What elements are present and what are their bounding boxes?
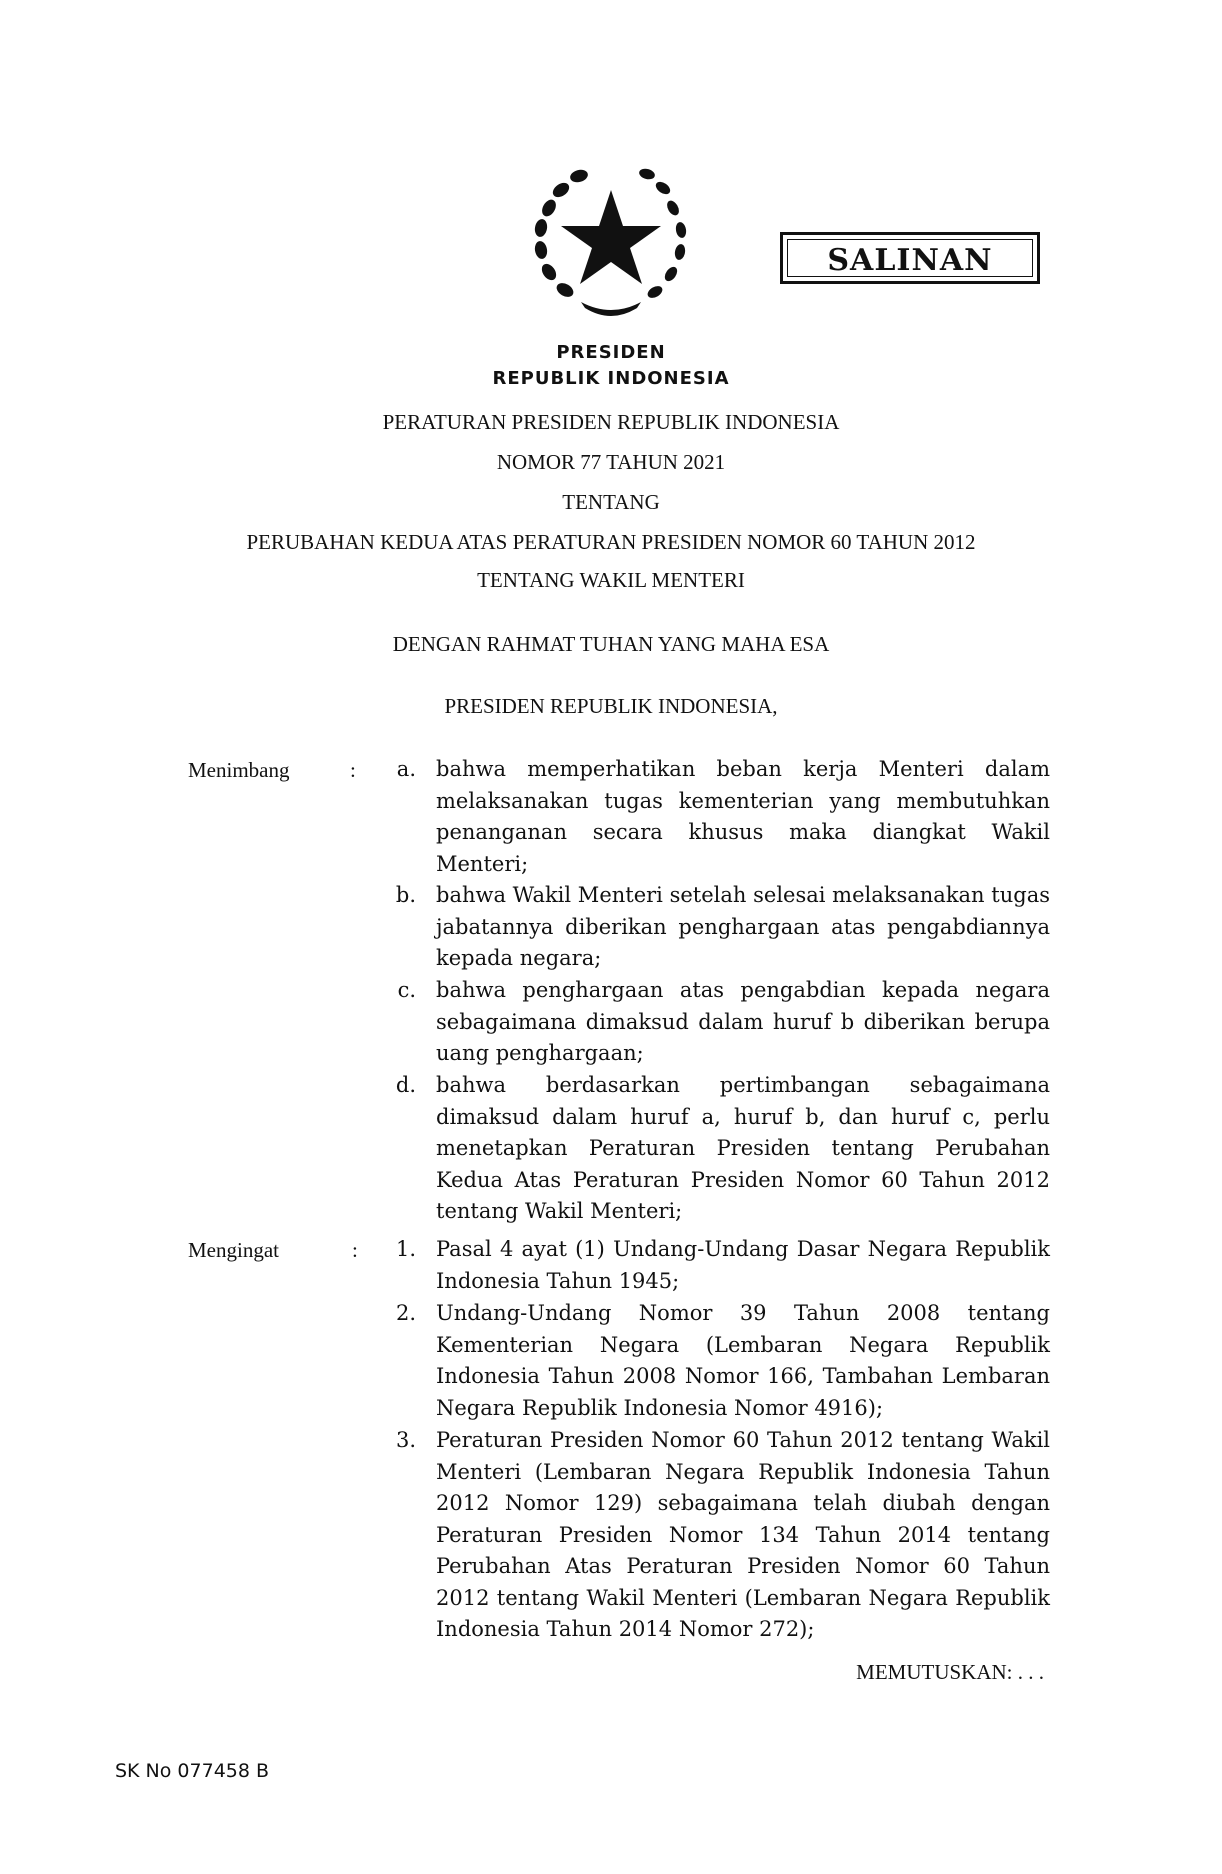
mengingat-label: Mengingat (188, 1238, 279, 1262)
item-text: bahwa penghargaan atas pengabdian kepada negara sebagaimana dimaksud dalam huruf b diberikan berupa uang penghargaan; (436, 978, 1050, 1065)
salinan-label: SALINAN (827, 243, 993, 278)
preamble-line-1: DENGAN RAHMAT TUHAN YANG MAHA ESA (392, 632, 830, 656)
item-marker: a. (396, 757, 416, 781)
sk-number: SK No 077458 B (115, 1760, 270, 1782)
header-presiden: PRESIDEN (556, 342, 666, 363)
title-line-1: PERATURAN PRESIDEN REPUBLIK INDONESIA (382, 410, 840, 434)
item-text: bahwa berdasarkan pertimbangan sebagaimana dimaksud dalam huruf a, huruf b, dan huruf c, perlu menetapkan Peraturan Presiden tentang Perubahan Kedua Atas Peraturan Presiden Nomor 60 Tahun 2012 tentang Wakil Menteri; (436, 1073, 1050, 1223)
menimbang-item-a (380, 754, 1050, 880)
item-text: bahwa memperhatikan beban kerja Menteri dalam melaksanakan tugas kementerian yang membutuhkan penanganan secara khusus maka diangkat Wakil Menteri; (436, 757, 1050, 876)
continuation-marker: MEMUTUSKAN: . . . (856, 1660, 1044, 1684)
title-line-2: NOMOR 77 TAHUN 2021 (496, 450, 726, 474)
mengingat-item-1 (380, 1234, 1050, 1297)
menimbang-item-b (380, 880, 1050, 975)
item-text: Undang-Undang Nomor 39 Tahun 2008 tentang Kementerian Negara (Lembaran Negara Republik Indonesia Tahun 2008 Nomor 166, Tambahan Lembaran Negara Republik Indonesia Nomor 4916); (436, 1301, 1050, 1420)
item-marker: c. (397, 978, 416, 1002)
item-text: bahwa Wakil Menteri setelah selesai melaksanakan tugas jabatannya diberikan penghargaan atas pengabdiannya kepada negara; (436, 883, 1050, 970)
title-line-5: TENTANG WAKIL MENTERI (477, 568, 745, 592)
item-marker: 2. (395, 1301, 416, 1325)
menimbang-item-c (380, 975, 1050, 1070)
title-line-4: PERUBAHAN KEDUA ATAS PERATURAN PRESIDEN NOMOR 60 TAHUN 2012 (246, 530, 976, 554)
menimbang-label: Menimbang (188, 758, 290, 782)
item-marker: d. (395, 1073, 416, 1097)
item-text: Peraturan Presiden Nomor 60 Tahun 2012 tentang Wakil Menteri (Lembaran Negara Republik Indonesia Tahun 2012 Nomor 129) sebagaimana telah diubah dengan Peraturan Presiden Nomor 134 Tahun 2014 tentang Perubahan Atas Peraturan Presiden Nomor 60 Tahun 2012 tentang Wakil Menteri (Lembaran Negara Republik Indonesia Tahun 2014 Nomor 272); (436, 1428, 1050, 1641)
item-marker: b. (395, 883, 416, 907)
title-line-3: TENTANG (562, 490, 660, 514)
preamble-line-2: PRESIDEN REPUBLIK INDONESIA, (444, 694, 778, 718)
salinan-stamp (780, 232, 1040, 284)
mengingat-item-3 (380, 1425, 1050, 1646)
mengingat-item-2 (380, 1298, 1050, 1424)
item-marker: 1. (395, 1237, 416, 1261)
item-marker: 3. (395, 1428, 416, 1452)
mengingat-colon: : (352, 1238, 358, 1262)
menimbang-item-d (380, 1070, 1050, 1228)
presidential-emblem-icon (526, 150, 696, 325)
header-republik: REPUBLIK INDONESIA (492, 368, 730, 389)
menimbang-colon: : (350, 758, 356, 782)
item-text: Pasal 4 ayat (1) Undang-Undang Dasar Negara Republik Indonesia Tahun 1945; (436, 1237, 1050, 1293)
